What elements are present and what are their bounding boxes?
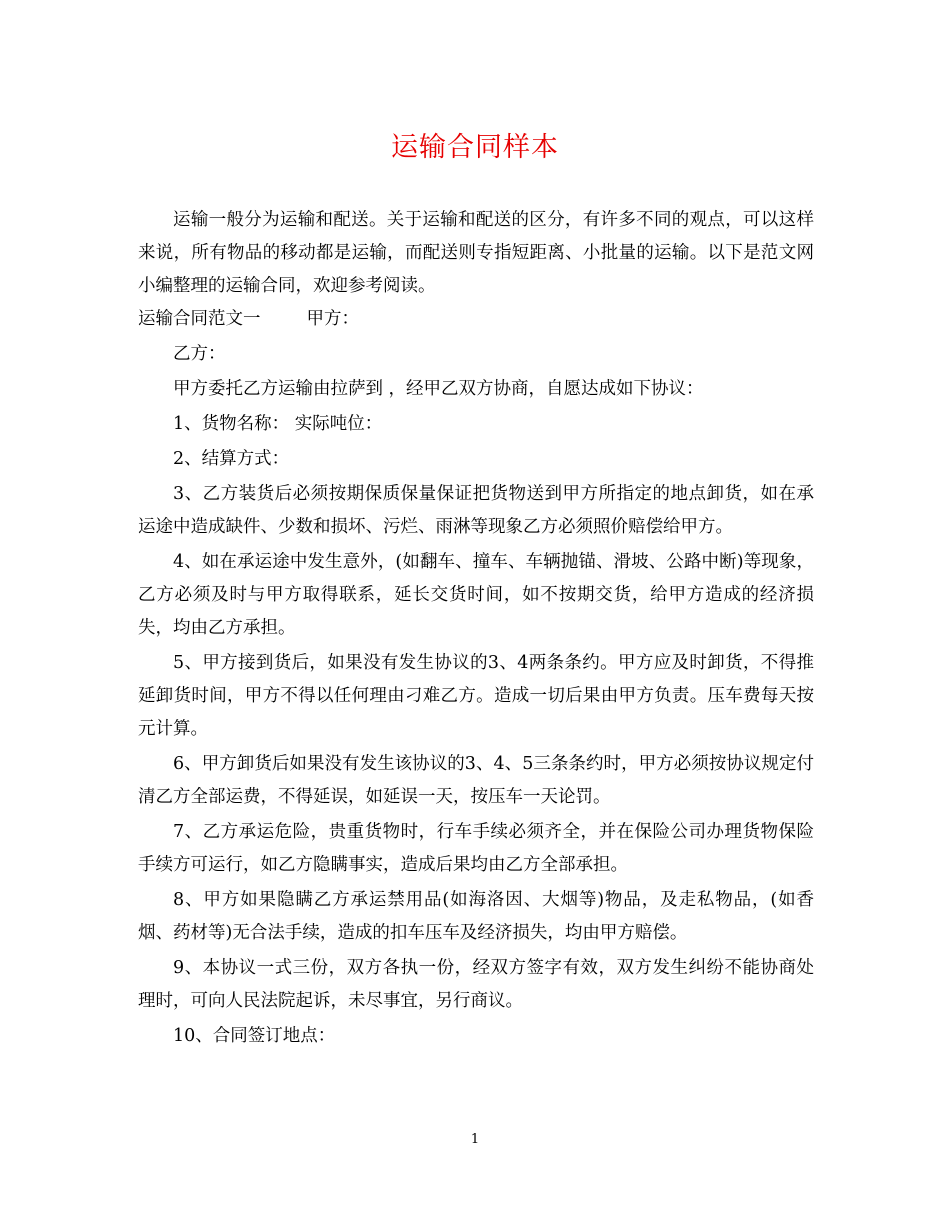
clause-7: 7、乙方承运危险，贵重货物时，行车手续必须齐全，并在保险公司办理货物保险手续方可运行，如乙方隐瞒事实，造成后果均由乙方全部承担。	[138, 822, 814, 875]
section-heading-line	[138, 303, 814, 336]
clause-3: 3、乙方装货后必须按期保质保量保证把货物送到甲方所指定的地点卸货，如在承运途中造成缺件、少数和损坏、污烂、雨淋等现象乙方必须照价赔偿给甲方。	[138, 484, 814, 537]
clause-8: 8、甲方如果隐瞒乙方承运禁用品(如海洛因、大烟等)物品，及走私物品，(如香烟、药材等)无合法手续，造成的扣车压车及经济损失，均由甲方赔偿。	[138, 890, 814, 943]
clause-5: 5、甲方接到货后，如果没有发生协议的3、4两条条约。甲方应及时卸货，不得推延卸货时间，甲方不得以任何理由刁难乙方。造成一切后果由甲方负责。压车费每天按 元计算。	[138, 653, 814, 739]
clause-4: 4、如在承运途中发生意外，(如翻车、撞车、车辆抛锚、滑坡、公路中断)等现象，乙方必须及时与甲方取得联系，延长交货时间，如不按期交货，给甲方造成的经济损失，均由乙方承担。	[138, 552, 814, 638]
page-number: 1	[470, 1132, 480, 1147]
party-a-label: 甲方：	[306, 309, 359, 329]
clause-9: 9、本协议一式三份，双方各执一份，经双方签字有效，双方发生纠纷不能协商处理时，可向人民法院起诉，未尽事宜，另行商议。	[138, 958, 814, 1011]
document-body	[138, 204, 814, 1053]
clause-2: 2、结算方式：	[173, 449, 290, 469]
document-title: 运输合同样本	[391, 132, 559, 163]
section-heading: 运输合同范文一	[138, 309, 261, 329]
clause-1: 1、货物名称： 实际吨位：	[173, 414, 383, 434]
clause-6: 6、甲方卸货后如果没有发生该协议的3、4、5三条条约时，甲方必须按协议规定付清乙方全部运费，不得延误，如延误一天，按压车一天论罚。	[138, 754, 814, 807]
intro-paragraph: 运输一般分为运输和配送。关于运输和配送的区分，有许多不同的观点，可以这样来说，所有物品的移动都是运输，而配送则专指短距离、小批量的运输。以下是范文网小编整理的运输合同，欢迎参考阅读。	[138, 210, 814, 296]
party-b-label: 乙方：	[173, 344, 226, 364]
clause-10: 10、合同签订地点：	[173, 1026, 336, 1046]
preamble-paragraph: 甲方委托乙方运输由拉萨到 ，经甲乙双方协商，自愿达成如下协议：	[173, 379, 704, 399]
